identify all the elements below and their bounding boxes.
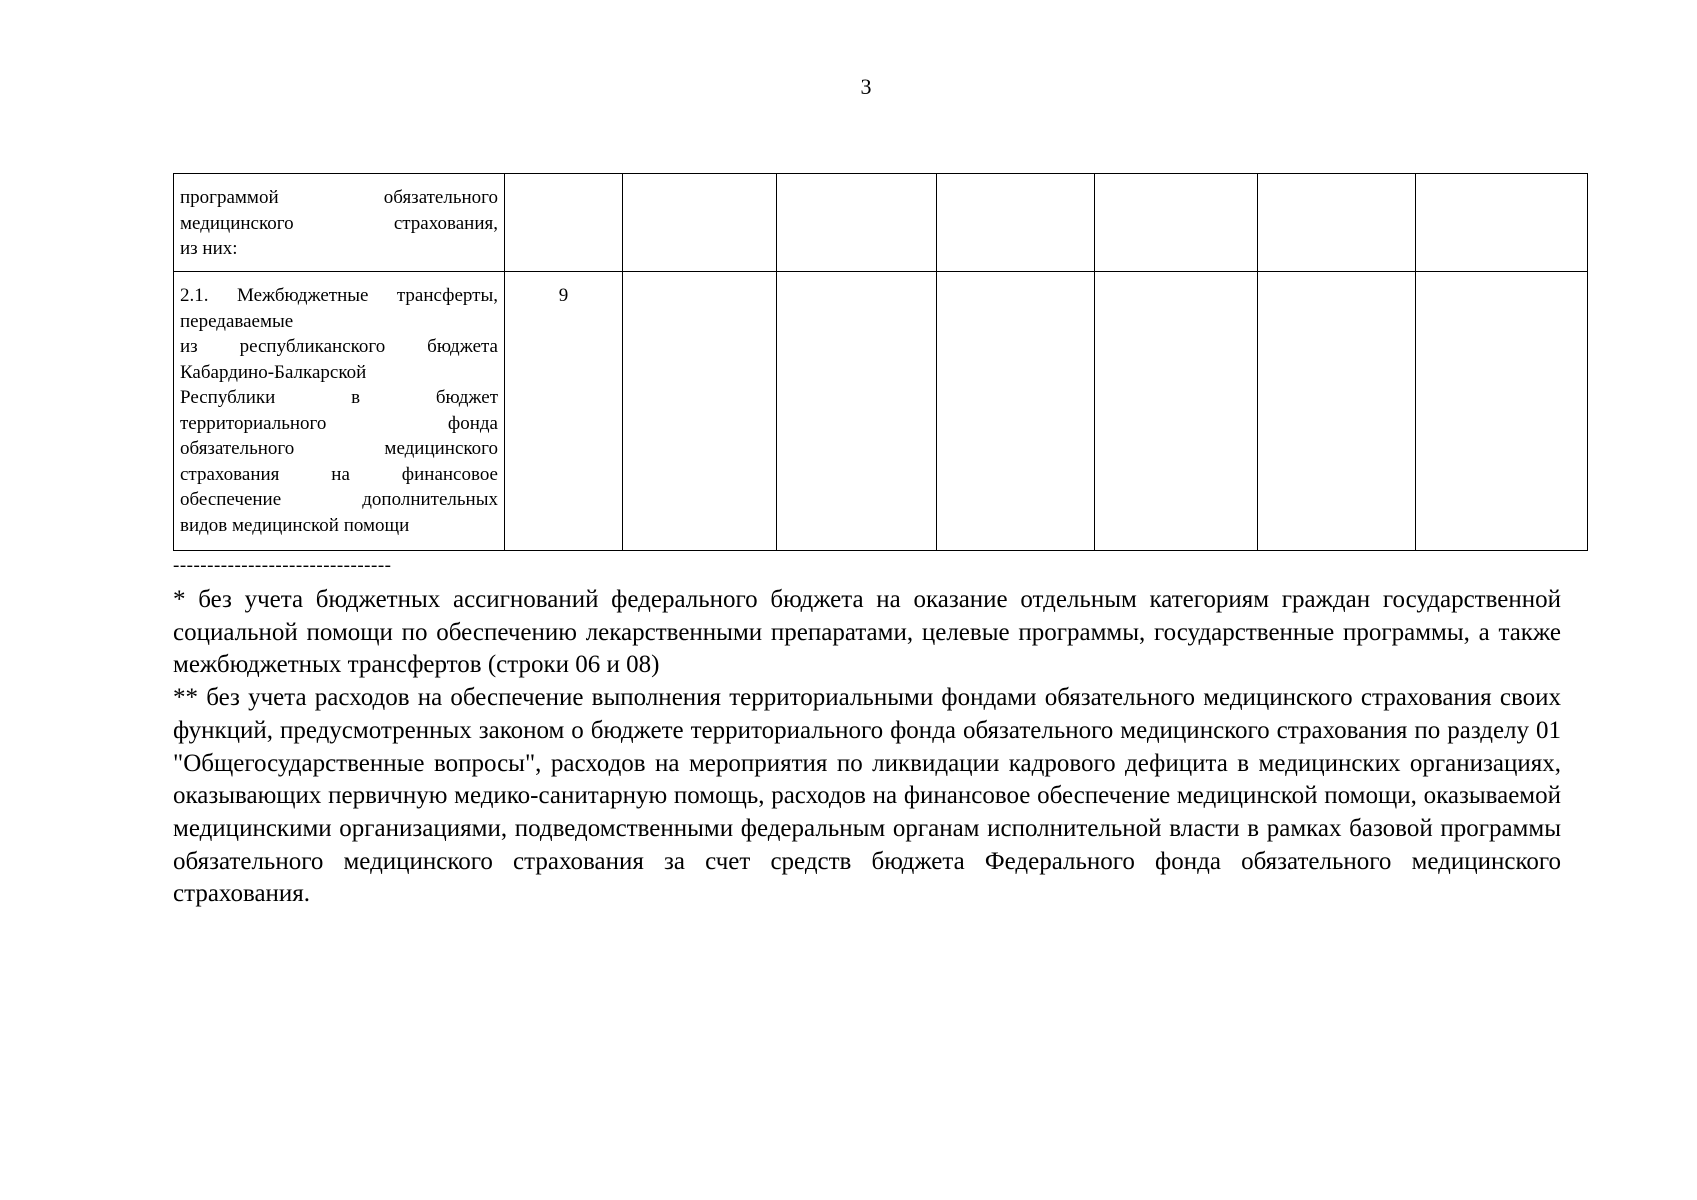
table-cell [937,272,1095,551]
label-line: из республиканского бюджета [180,336,498,357]
label-line: 2.1. Межбюджетные трансферты, [180,285,498,306]
label-line: обеспечение дополнительных [180,489,498,510]
table-cell [777,174,937,272]
row-code-cell: 9 [505,272,623,551]
row-code-cell [505,174,623,272]
table-cell [1095,174,1258,272]
label-line: страхования на финансовое [180,463,498,485]
label-line: обязательного медицинского [180,438,498,459]
footnote-2: ** без учета расходов на обеспечение выполнения территориальными фондами обязательного медицинского страхования своих функций, предусмотренных законом о бюджете территориального фонда обязательного медицинского страхования по разделу 01 "Общегосударственные вопросы", расходов на мероприятия по ликвидации кадрового дефицита в медицинских организациях, оказывающих первичную медико-санитарную помощь, расходов на финансовое обеспечение медицинской помощи, оказываемой медицинскими организациями, подведомственными федеральным органам исполнительной власти в рамках базовой программы обязательного медицинского страхования за счет средств бюджета Федерального фонда обязательного медицинского страхования. [173,684,1561,908]
label-line: территориального фонда [180,412,498,434]
label-line: программой обязательного [180,187,498,208]
table-row [174,272,1588,551]
table-cell [623,272,777,551]
table-cell [1258,272,1416,551]
row-label-cell [174,272,505,551]
table-row [174,174,1588,272]
footnote-1: * без учета бюджетных ассигнований федерального бюджета на оказание отдельным категориям граждан государственной социальной помощи по обеспечению лекарственными препаратами, целевые программы, государственные программы, а также межбюджетных трансфертов (строки 06 и 08) [173,586,1561,679]
table-cell [1416,272,1588,551]
label-line: видов медицинской помощи [180,514,410,536]
table-cell [1095,272,1258,551]
label-line: передаваемые [180,310,294,332]
table-cell [777,272,937,551]
table-cell [1416,174,1588,272]
label-line: Кабардино-Балкарской [180,361,367,383]
footnote-divider: -------------------------------- [173,555,392,576]
label-line: из них: [180,238,238,259]
label-line: медицинского страхования, [180,212,498,234]
data-table [173,173,1588,551]
footnotes [173,584,1561,911]
page-number: 3 [860,74,872,99]
table-cell [1258,174,1416,272]
row-label-cell [174,174,505,272]
label-line: Республики в бюджет [180,387,498,408]
table-cell [623,174,777,272]
table-cell [937,174,1095,272]
